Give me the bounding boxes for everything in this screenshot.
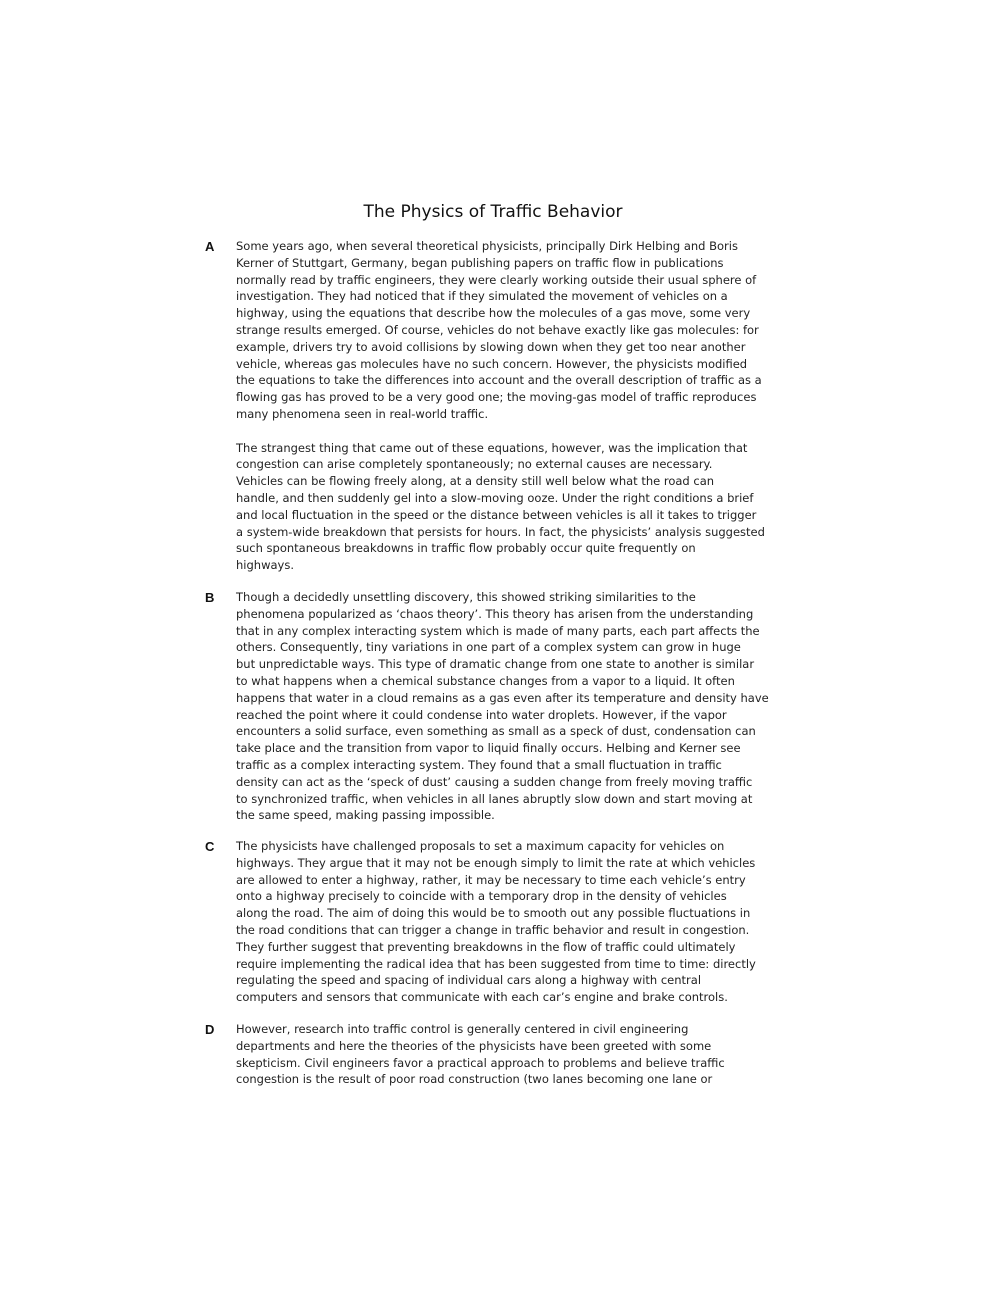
text-line: traffic as a complex interacting system. They found that a small fluctuation in traffic	[236, 757, 722, 772]
text-line: encounters a solid surface, even something as small as a speck of dust, condensation can	[236, 724, 756, 739]
text-line: many phenomena seen in real-world traffic.	[236, 406, 489, 421]
text-line: onto a highway precisely to coincide with a temporary drop in the density of vehicles	[236, 889, 727, 904]
paragraph	[236, 238, 795, 423]
text-line: example, drivers try to avoid collisions by slowing down when they get too near another	[236, 339, 746, 354]
text-line: They further suggest that preventing breakdowns in the flow of traffic could ultimately	[236, 939, 736, 954]
text-line: take place and the transition from vapor to liquid finally occurs. Helbing and Kerner see	[236, 741, 741, 756]
text-line: Kerner of Stuttgart, Germany, began publishing papers on traffic flow in publications	[236, 255, 724, 270]
text-line: congestion is the result of poor road construction (two lanes becoming one lane or	[236, 1072, 713, 1087]
text-line: but unpredictable ways. This type of dramatic change from one state to another is similar	[236, 657, 755, 672]
text-line: regulating the speed and spacing of individual cars along a highway with central	[236, 973, 702, 988]
section-label: C	[205, 839, 215, 854]
section-label: D	[205, 1022, 215, 1037]
text-line: However, research into traffic control is generally centered in civil engineering	[236, 1022, 689, 1036]
text-line: investigation. They had noticed that if they simulated the movement of vehicles on a	[236, 289, 728, 304]
text-line: handle, and then suddenly gel into a slow-moving ooze. Under the right conditions a brief	[236, 490, 754, 505]
text-line: phenomena popularized as ‘chaos theory’. This theory has arisen from the understanding	[236, 606, 754, 621]
section-d	[205, 1021, 795, 1088]
document-title: The Physics of Traffic Behavior	[363, 202, 623, 222]
text-line: require implementing the radical idea that has been suggested from time to time: directly	[236, 956, 756, 971]
text-line: happens that water in a cloud remains as a gas even after its temperature and density have	[236, 690, 769, 705]
text-line: others. Consequently, tiny variations in one part of a complex system can grow in huge	[236, 640, 741, 655]
text-line: computers and sensors that communicate with each car’s engine and brake controls.	[236, 990, 728, 1005]
text-line: highways. They argue that it may not be enough simply to limit the rate at which vehicles	[236, 855, 756, 870]
paragraph	[236, 838, 795, 1006]
text-line: Though a decidedly unsettling discovery, this showed striking similarities to the	[236, 590, 696, 604]
paragraph	[236, 440, 795, 574]
text-line: Vehicles can be flowing freely along, at a density still well below what the road can	[236, 474, 715, 489]
section-label: A	[205, 239, 215, 254]
text-line: a system-wide breakdown that persists for hours. In fact, the physicists’ analysis suggested	[236, 524, 765, 539]
text-line: The physicists have challenged proposals to set a maximum capacity for vehicles on	[236, 839, 725, 853]
text-line: to what happens when a chemical substance changes from a vapor to a liquid. It often	[236, 673, 735, 688]
text-line: to synchronized traffic, when vehicles in all lanes abruptly slow down and start moving at	[236, 791, 753, 806]
section-c	[205, 838, 795, 1006]
section-a	[205, 238, 795, 574]
text-line: vehicle, whereas gas molecules have no such concern. However, the physicists modified	[236, 356, 748, 371]
text-line: density can act as the ‘speck of dust’ causing a sudden change from freely moving traffic	[236, 774, 753, 789]
text-line: normally read by traffic engineers, they were clearly working outside their usual sphere of	[236, 272, 757, 287]
text-line: highways.	[236, 558, 294, 573]
paragraph	[236, 1021, 795, 1088]
text-line: the road conditions that can trigger a change in traffic behavior and result in congestion.	[236, 922, 750, 937]
text-line: and local fluctuation in the speed or the distance between vehicles is all it takes to trigger	[236, 507, 757, 522]
text-line: the equations to take the differences into account and the overall description of traffic as a	[236, 373, 762, 388]
text-line: The strangest thing that came out of these equations, however, was the implication that	[236, 440, 748, 455]
text-line: strange results emerged. Of course, vehicles do not behave exactly like gas molecules: for	[236, 322, 759, 337]
text-line: flowing gas has proved to be a very good one; the moving-gas model of traffic reproduces	[236, 390, 757, 405]
text-line: along the road. The aim of doing this would be to smooth out any possible fluctuations in	[236, 906, 751, 921]
text-line: the same speed, making passing impossible.	[236, 808, 495, 823]
text-line: congestion can arise completely spontaneously; no external causes are necessary.	[236, 457, 713, 472]
section-b	[205, 589, 795, 824]
text-line: are allowed to enter a highway, rather, it may be necessary to time each vehicle’s entry	[236, 872, 746, 887]
text-line: such spontaneous breakdowns in traffic flow probably occur quite frequently on	[236, 541, 696, 556]
text-line: that in any complex interacting system which is made of many parts, each part affects the	[236, 623, 760, 638]
text-line: skepticism. Civil engineers favor a practical approach to problems and believe traffic	[236, 1055, 725, 1070]
paragraph	[236, 589, 795, 824]
text-line: Some years ago, when several theoretical physicists, principally Dirk Helbing and Boris	[236, 239, 738, 253]
text-line: reached the point where it could condense into water droplets. However, if the vapor	[236, 707, 727, 722]
text-line: highway, using the equations that describe how the molecules of a gas move, some very	[236, 306, 751, 321]
text-line: departments and here the theories of the physicists have been greeted with some	[236, 1038, 712, 1053]
section-label: B	[205, 590, 215, 605]
